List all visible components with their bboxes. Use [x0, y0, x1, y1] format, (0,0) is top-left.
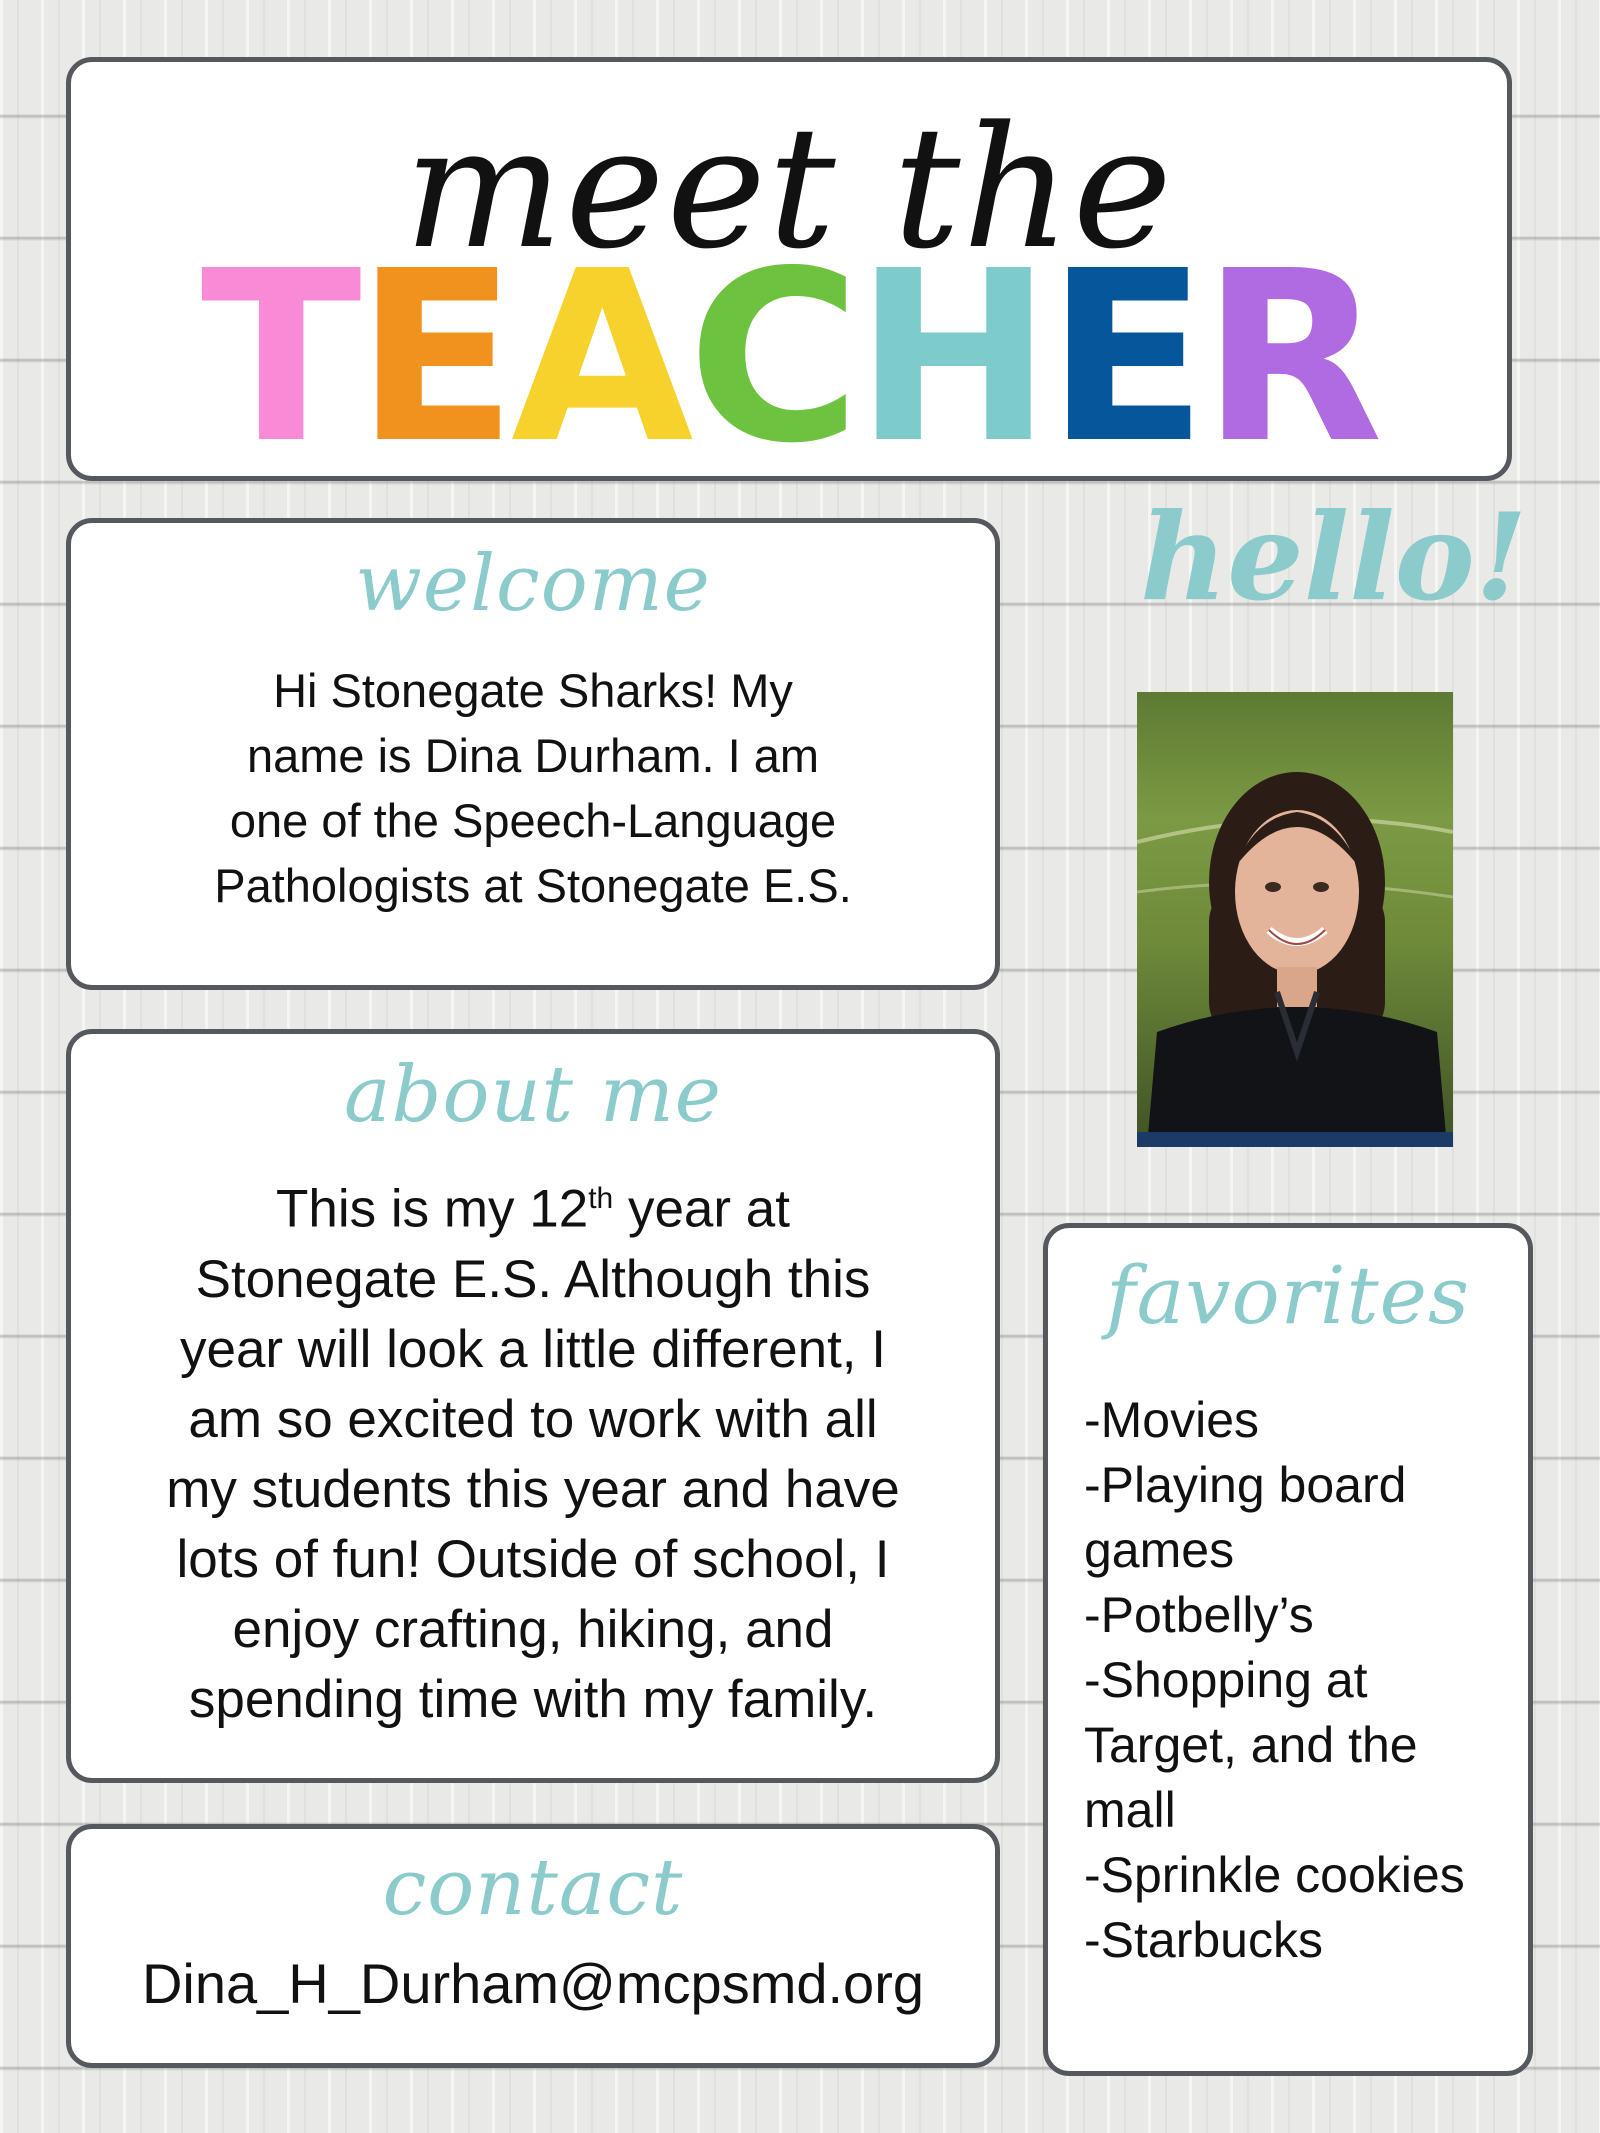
about-me-card: [66, 1029, 1000, 1783]
about-line: my students this year and have: [166, 1459, 900, 1519]
title-letter: E: [355, 220, 511, 495]
welcome-line: name is Dina Durham. I am: [246, 729, 820, 782]
favorites-heading: favorites: [1105, 1249, 1471, 1342]
teacher-title: [71, 220, 1507, 495]
teacher-photo: [1137, 692, 1453, 1147]
title-letter: C: [687, 220, 855, 495]
about-line: am so excited to work with all: [188, 1389, 878, 1449]
title-letter: E: [1046, 220, 1202, 495]
welcome-line: Hi Stonegate Sharks! My: [273, 664, 793, 717]
favorites-list: [1084, 1388, 1508, 1973]
title-letter: T: [200, 220, 356, 495]
meet-the-title: meet the: [403, 90, 1175, 286]
about-me-text: [101, 1164, 965, 1735]
about-me-heading: about me: [344, 1050, 722, 1140]
favorite-item: -Movies: [1084, 1392, 1260, 1448]
favorite-item: -Sprinkle cookies: [1084, 1847, 1465, 1903]
welcome-card: [66, 518, 1000, 990]
ordinal-suffix: th: [588, 1182, 614, 1215]
title-letter: A: [510, 220, 688, 495]
welcome-text: [101, 658, 965, 918]
favorites-card: [1043, 1223, 1533, 2076]
favorite-item: -Shopping at Target, and the mall: [1084, 1652, 1418, 1838]
about-line: spending time with my family.: [188, 1669, 878, 1729]
about-line: Stonegate E.S. Although this: [195, 1249, 871, 1309]
welcome-line: Pathologists at Stonegate E.S.: [214, 859, 852, 912]
favorite-item: -Starbucks: [1084, 1912, 1323, 1968]
about-line: lots of fun! Outside of school, I: [176, 1529, 890, 1589]
about-line: This is my 12th year at: [276, 1179, 790, 1239]
favorite-item: -Potbelly’s: [1084, 1587, 1314, 1643]
teacher-photo-illustration: [1137, 692, 1453, 1147]
welcome-line: one of the Speech-Language: [229, 794, 837, 847]
welcome-heading: welcome: [355, 539, 711, 629]
favorite-item: -Playing board games: [1084, 1457, 1407, 1578]
contact-email[interactable]: Dina_H_Durham@mcpsmd.org: [141, 1952, 924, 2015]
title-letter: H: [854, 220, 1047, 495]
contact-card: [66, 1824, 1000, 2068]
hello-heading: hello!: [1140, 487, 1528, 628]
contact-heading: contact: [382, 1843, 684, 1933]
title-card: [66, 57, 1512, 495]
about-line: year will look a little different, I: [179, 1319, 886, 1379]
title-letter: R: [1201, 220, 1378, 495]
about-line: enjoy crafting, hiking, and: [232, 1599, 834, 1659]
